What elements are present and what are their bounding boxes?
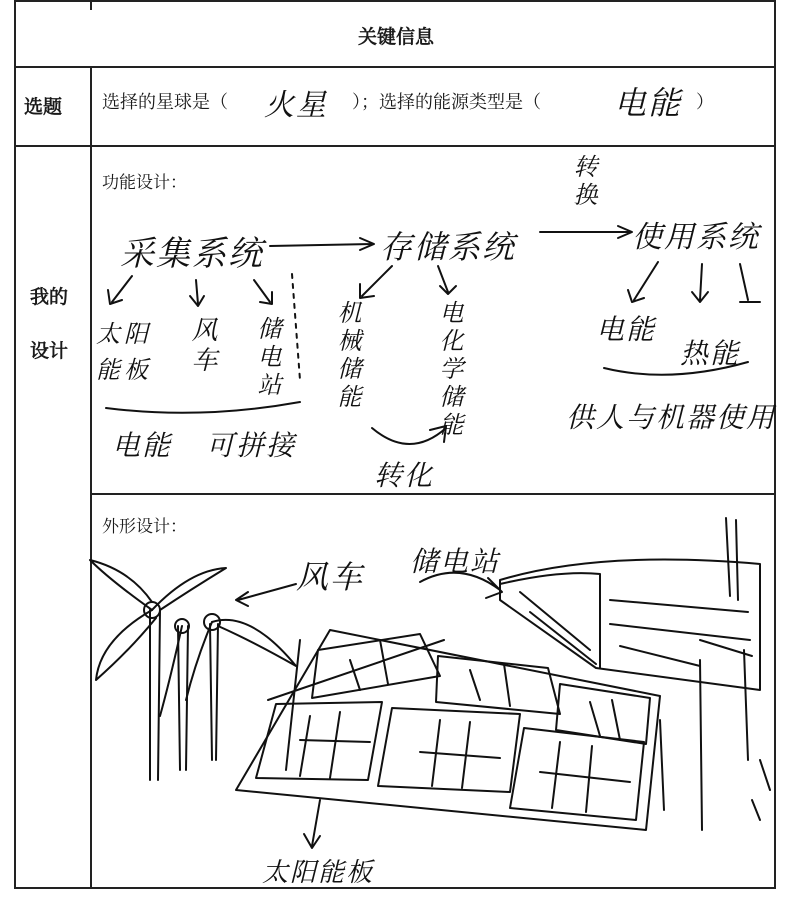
storage-system-label: 存储系统	[380, 228, 517, 266]
design-label-line2: 设计	[30, 340, 69, 362]
design-label-line1: 我的	[30, 286, 69, 308]
collect-item-solar-panel: 太阳能板	[96, 320, 152, 384]
use-system-label: 使用系统	[632, 220, 760, 255]
collect-brace	[106, 402, 300, 413]
arrow-use-branch-1	[628, 262, 658, 302]
storage-footer-convert: 转化	[374, 459, 435, 492]
arrow-to-solar-panel	[304, 800, 320, 848]
arrow-use-branch-2	[692, 264, 708, 302]
arrow-to-windmill	[236, 584, 296, 606]
arrow-collect-branch-1	[108, 276, 132, 304]
collect-footer-electric: 电能	[112, 429, 173, 462]
use-item-electric: 电能	[596, 313, 657, 346]
arrow-use-branch-3	[740, 264, 760, 302]
use-footer-supply: 供人与机器使用	[566, 401, 777, 434]
topic-label: 选题	[24, 96, 63, 118]
arrow-storage-branch-1	[360, 266, 392, 298]
storage-station-drawing	[420, 518, 770, 830]
solar-panel-label: 太阳能板	[262, 858, 375, 888]
storage-convert-curve	[372, 426, 446, 444]
arrow-collect-branch-2	[190, 280, 204, 306]
topic-planet-value: 火星	[264, 88, 328, 123]
function-design-title: 功能设计：	[102, 173, 187, 193]
use-brace	[604, 362, 748, 375]
arrow-storage-to-use	[540, 226, 632, 238]
dashed-collect-branch	[292, 274, 300, 380]
collect-system-label: 采集系统	[120, 234, 264, 274]
use-item-heat: 热能	[680, 337, 741, 370]
arrow-collect-to-storage	[270, 238, 374, 250]
appearance-design-title: 外形设计：	[102, 517, 187, 537]
storage-item-mechanical: 机械储能	[333, 300, 361, 412]
topic-energy-prefix: ）；选择的能源类型是（	[352, 92, 541, 113]
topic-energy-suffix: ）	[696, 92, 714, 113]
collect-item-windmill: 风车	[187, 316, 217, 376]
collect-footer-modular: 可拼接	[206, 429, 297, 462]
table-header: 关键信息	[357, 26, 434, 48]
windmill-label: 风车	[296, 558, 365, 596]
collect-item-storage-station: 储电站	[253, 316, 281, 400]
storage-item-electrochemical: 电化学储能	[435, 300, 463, 440]
transfer-note-label: 转换	[569, 154, 597, 210]
topic-energy-value: 电能	[614, 84, 683, 122]
topic-planet-prefix: 选择的星球是（	[102, 92, 228, 113]
solar-panel-drawing	[236, 630, 660, 848]
storage-station-label: 储电站	[410, 545, 501, 578]
arrow-collect-branch-3	[254, 280, 272, 304]
arrow-storage-branch-2	[438, 266, 456, 294]
